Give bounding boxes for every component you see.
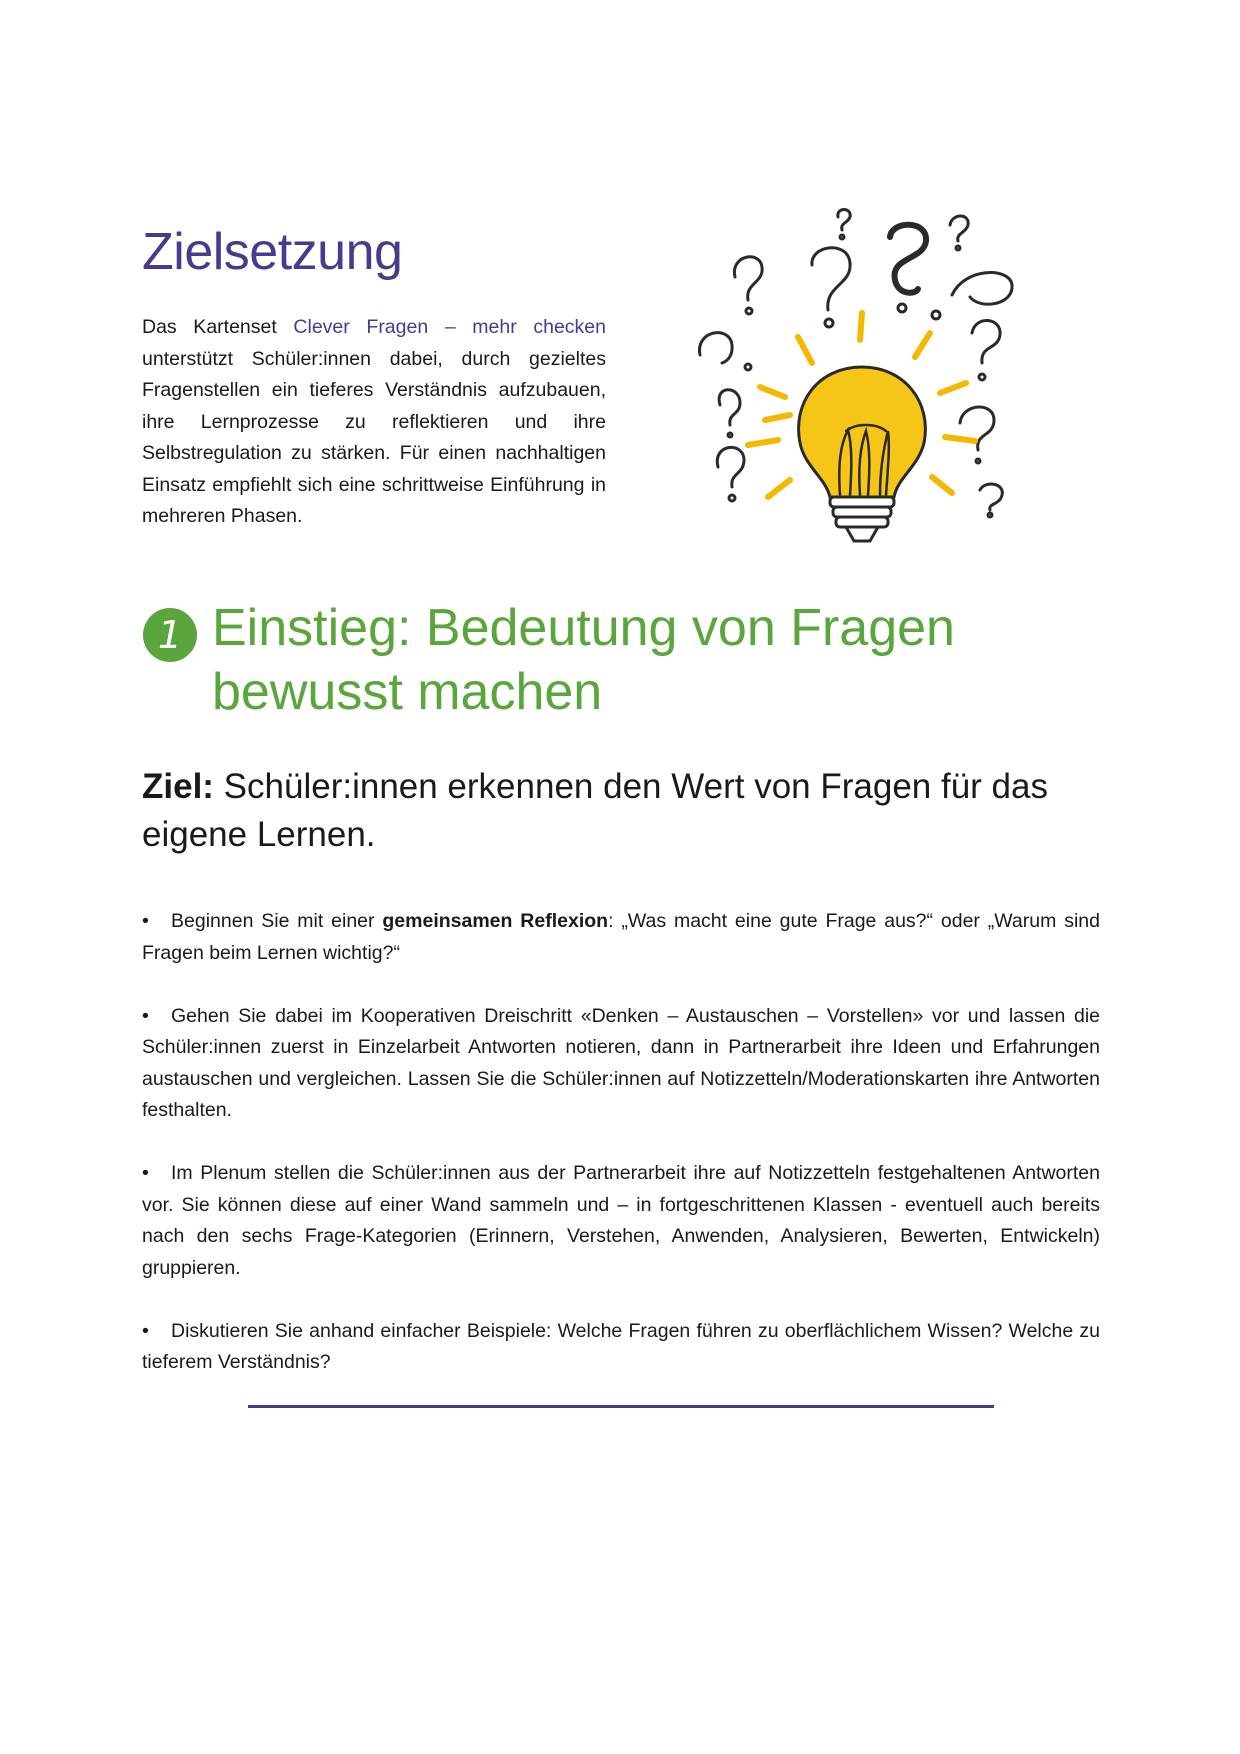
question-mark-icon (972, 320, 1000, 380)
goal-text: Schüler:innen erkennen den Wert von Fragen für das eigene Lernen. (142, 767, 1048, 854)
intro-paragraph (142, 312, 606, 533)
list-item (142, 1316, 1100, 1379)
list-item (142, 1001, 1100, 1127)
bullet-marker: • (142, 1319, 149, 1342)
bullet-marker: • (142, 910, 149, 932)
question-mark-icon (717, 447, 744, 501)
question-mark-icon (734, 257, 762, 314)
question-mark-icon (932, 273, 1012, 319)
question-mark-icon (700, 333, 751, 370)
step-number-badge: 1 (143, 608, 197, 662)
list-item-text: Beginnen Sie mit einer (171, 910, 383, 932)
list-item-text: Im Plenum stellen die Schüler:innen aus der Partnerarbeit ihre auf Notizzetteln festgehaltenen Antworten vor. Sie können diese auf einer Wand sammeln und – in fortgeschrittenen Klassen - eventuell auch bereits nach den sechs Frage-Kategorien (Erinnern, Verstehen, Anwenden, Analysieren, Bewerten, Entwickeln) gruppieren. (142, 1162, 1100, 1279)
list-item-text: Diskutieren Sie anhand einfacher Beispiele: Welche Fragen führen zu oberflächlichem Wissen? Welche zu tieferem Verständnis? (142, 1319, 1100, 1373)
step-title: Einstieg: Bedeutung von Fragen bewusst machen (212, 599, 955, 721)
intro-body: unterstützt Schüler:innen dabei, durch gezieltes Fragenstellen ein tieferes Verständnis aufzubauen, ihre Lernprozesse zu reflektieren und ihre Selbstregulation zu stärken. Für einen nachhaltigen Einsatz empfiehlt sich eine schrittweise Einführung in mehreren Phasen. (142, 347, 606, 527)
page-title: Zielsetzung (142, 223, 403, 281)
question-mark-icon (812, 248, 850, 327)
lightbulb-icon (690, 205, 1030, 550)
goal-label: Ziel: (142, 767, 214, 806)
question-mark-icon (960, 407, 994, 463)
list-item-bold: gemeinsamen Reflexion (382, 910, 609, 932)
question-mark-icon (950, 216, 968, 250)
instruction-list (142, 906, 1100, 1410)
divider (248, 1405, 994, 1408)
product-name: Clever Fragen – mehr checken (293, 316, 606, 338)
bullet-marker: • (142, 1162, 149, 1184)
list-item-text: : „Was macht eine gute Frage aus?“ oder „Warum sind Fragen beim Lernen wichtig?“ (142, 910, 1100, 964)
question-mark-icon (719, 390, 740, 437)
bullet-marker: • (142, 1004, 149, 1027)
question-mark-icon (890, 225, 926, 312)
intro-lead: Das Kartenset (142, 316, 294, 338)
list-item (142, 1158, 1100, 1284)
question-mark-icon (980, 484, 1002, 517)
list-item (142, 906, 1100, 969)
list-item-text: Gehen Sie dabei im Kooperativen Dreischritt «Denken – Austauschen – Vorstellen» vor und lassen die Schüler:innen zuerst in Einzelarbeit Antworten notieren, dann in Partnerarbeit ihre Ideen und Erfahrungen austauschen und vergleichen. Lassen Sie die Schüler:innen auf Notizzetteln/Moderationskarten ihre Antworten festhalten. (142, 1004, 1100, 1121)
bulb (799, 367, 926, 541)
goal-statement (142, 763, 1102, 859)
question-mark-icon (838, 210, 850, 240)
